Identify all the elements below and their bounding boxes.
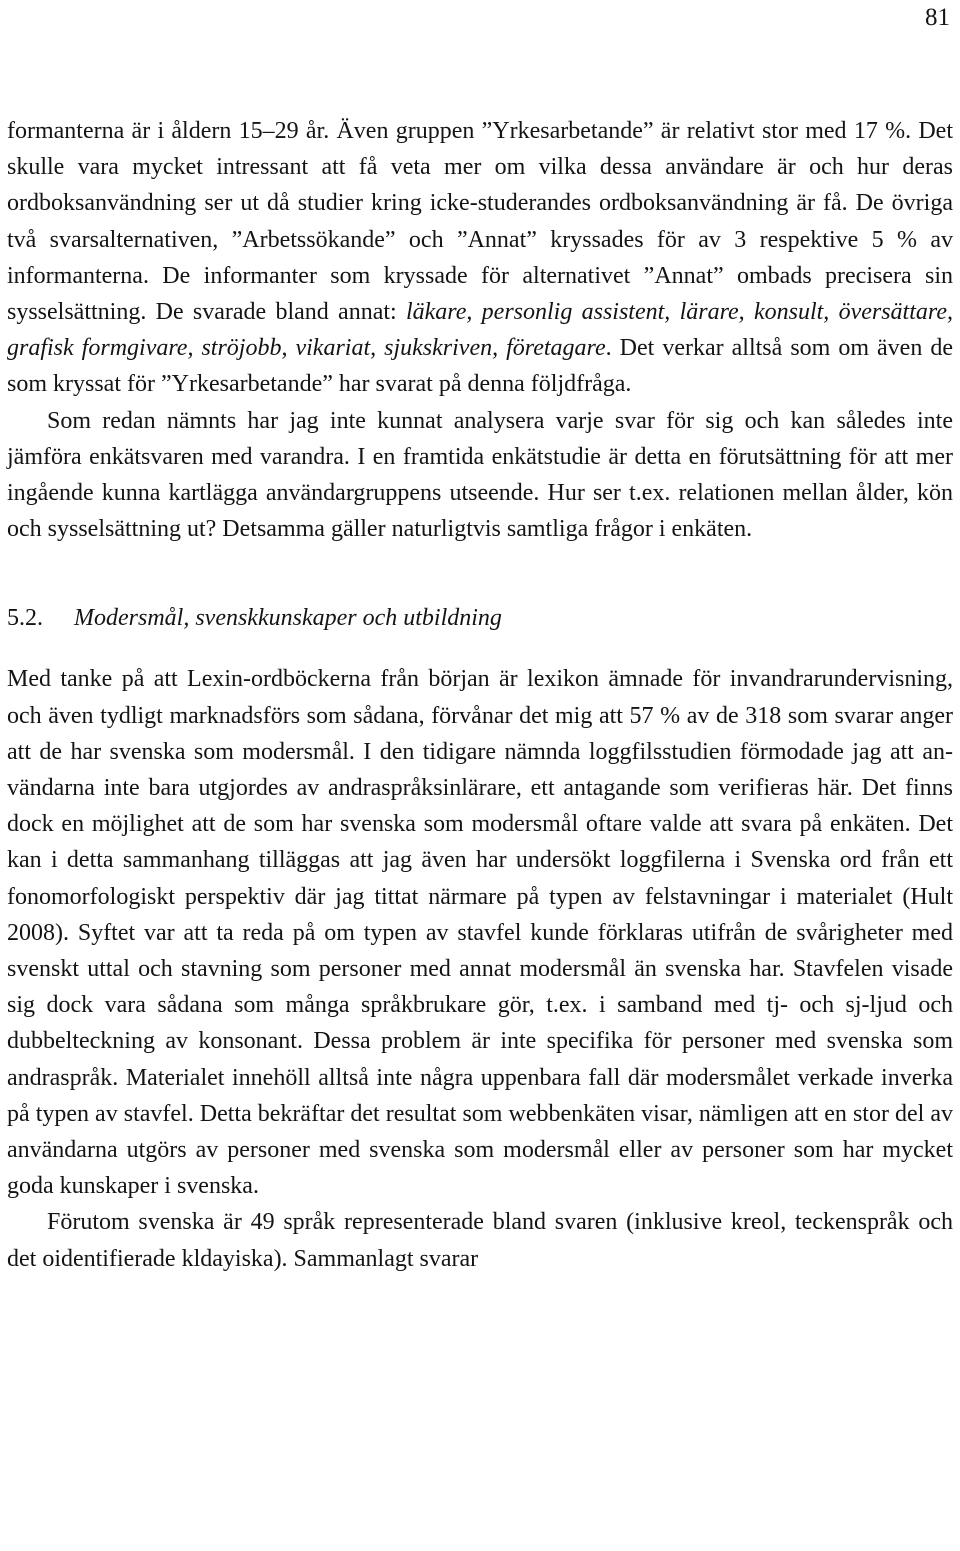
paragraph-occupation: [7, 113, 953, 403]
paragraph-text: formanterna är i åldern 15–29 år. Även gruppen ”Yrkesarbetande” är relativt stor med 17 %. Det skulle vara mycket intressant att få veta mer om vilka dessa användare är och hur deras ordboksanvändning ser ut då studier kring icke-studerandes ordboksanvändning är få. De övriga två svarsalternativen, ”Arbetssökande” och ”Annat” kryssades för av 3 respektive 5 % av informanterna. De informanter som kryssade för alternativet ”Annat” ombads precisera sin sysselsättning. De svarade bland annat:: [7, 118, 953, 326]
page-number: 81: [925, 4, 950, 31]
paragraph-mother-tongue: Med tanke på att Lexin-ordböckerna från början är lexikon ämnade för invandrarundervisning, och även tydligt marknadsförs som sådana, förvånar det mig att 57 % av de 318 som svarar anger att de har svenska som modersmål. I den tidigare nämnda loggfilsstudien förmodade jag att användarna inte bara utgjordes av andraspråksinlärare, ett antagande som verifieras här. Det finns dock en möjlighet att de som har svenska som modersmål oftare valde att svara på enkäten. Det kan i detta sammanhang tilläggas att jag även har undersökt loggfilerna i Svenska ord från ett fonomorfologiskt perspektiv där jag tittat närmare på typen av felstavningar i materialet (Hult 2008). Syftet var att ta reda på om typen av stavfel kunde förklaras utifrån de svårigheter med svenskt uttal och stavning som personer med annat modersmål än svenska har. Stavfelen visade sig dock vara sådana som många språkbrukare gör, t.ex. i samband med tj- och sj-ljud och dubbelteckning av konsonant. Dessa problem är inte specifika för personer med svenska som andraspråk. Materialet innehöll alltså inte några uppenbara fall där modersmålet verkade inverka på typen av stavfel. Detta bekräftar det resultat som webbenkäten visar, nämligen att en stor del av användarna utgörs av personer med svenska som modersmål eller av personer som har mycket goda kunskaper i svenska.: [7, 666, 953, 1200]
section-heading: [7, 600, 953, 636]
paragraph-analysis: Som redan nämnts har jag inte kunnat analysera varje svar för sig och kan således inte jämföra enkätsvaren med varandra. I en framtida enkätstudie är detta en förutsättning för att mer ingående kunna kartlägga användargruppens utseende. Hur ser t.ex. relationen mellan ålder, kön och sysselsättning ut? Detsamma gäller naturligtvis samtliga frågor i enkäten.: [7, 407, 953, 543]
paragraph-text: . Det verkar alltså som om även de som kryssat för ”Yrkesarbetande” har svarat på denna följdfråga.: [7, 335, 953, 398]
section-number: 5.2.: [7, 605, 43, 632]
paragraph-languages: Förutom svenska är 49 språk representerade bland svaren (inklusive kreol, teckenspråk och det oidentifierade kldayiska). Sammanlagt svarar: [7, 1209, 953, 1272]
occupation-list: läkare, personlig assistent, lärare, konsult, översättare, grafisk formgivare, ströjobb, vikariat, sjukskriven, företagare: [7, 299, 953, 362]
page-body: [7, 113, 953, 1277]
section-title: Modersmål, svenskkunskaper och utbildning: [74, 605, 502, 632]
